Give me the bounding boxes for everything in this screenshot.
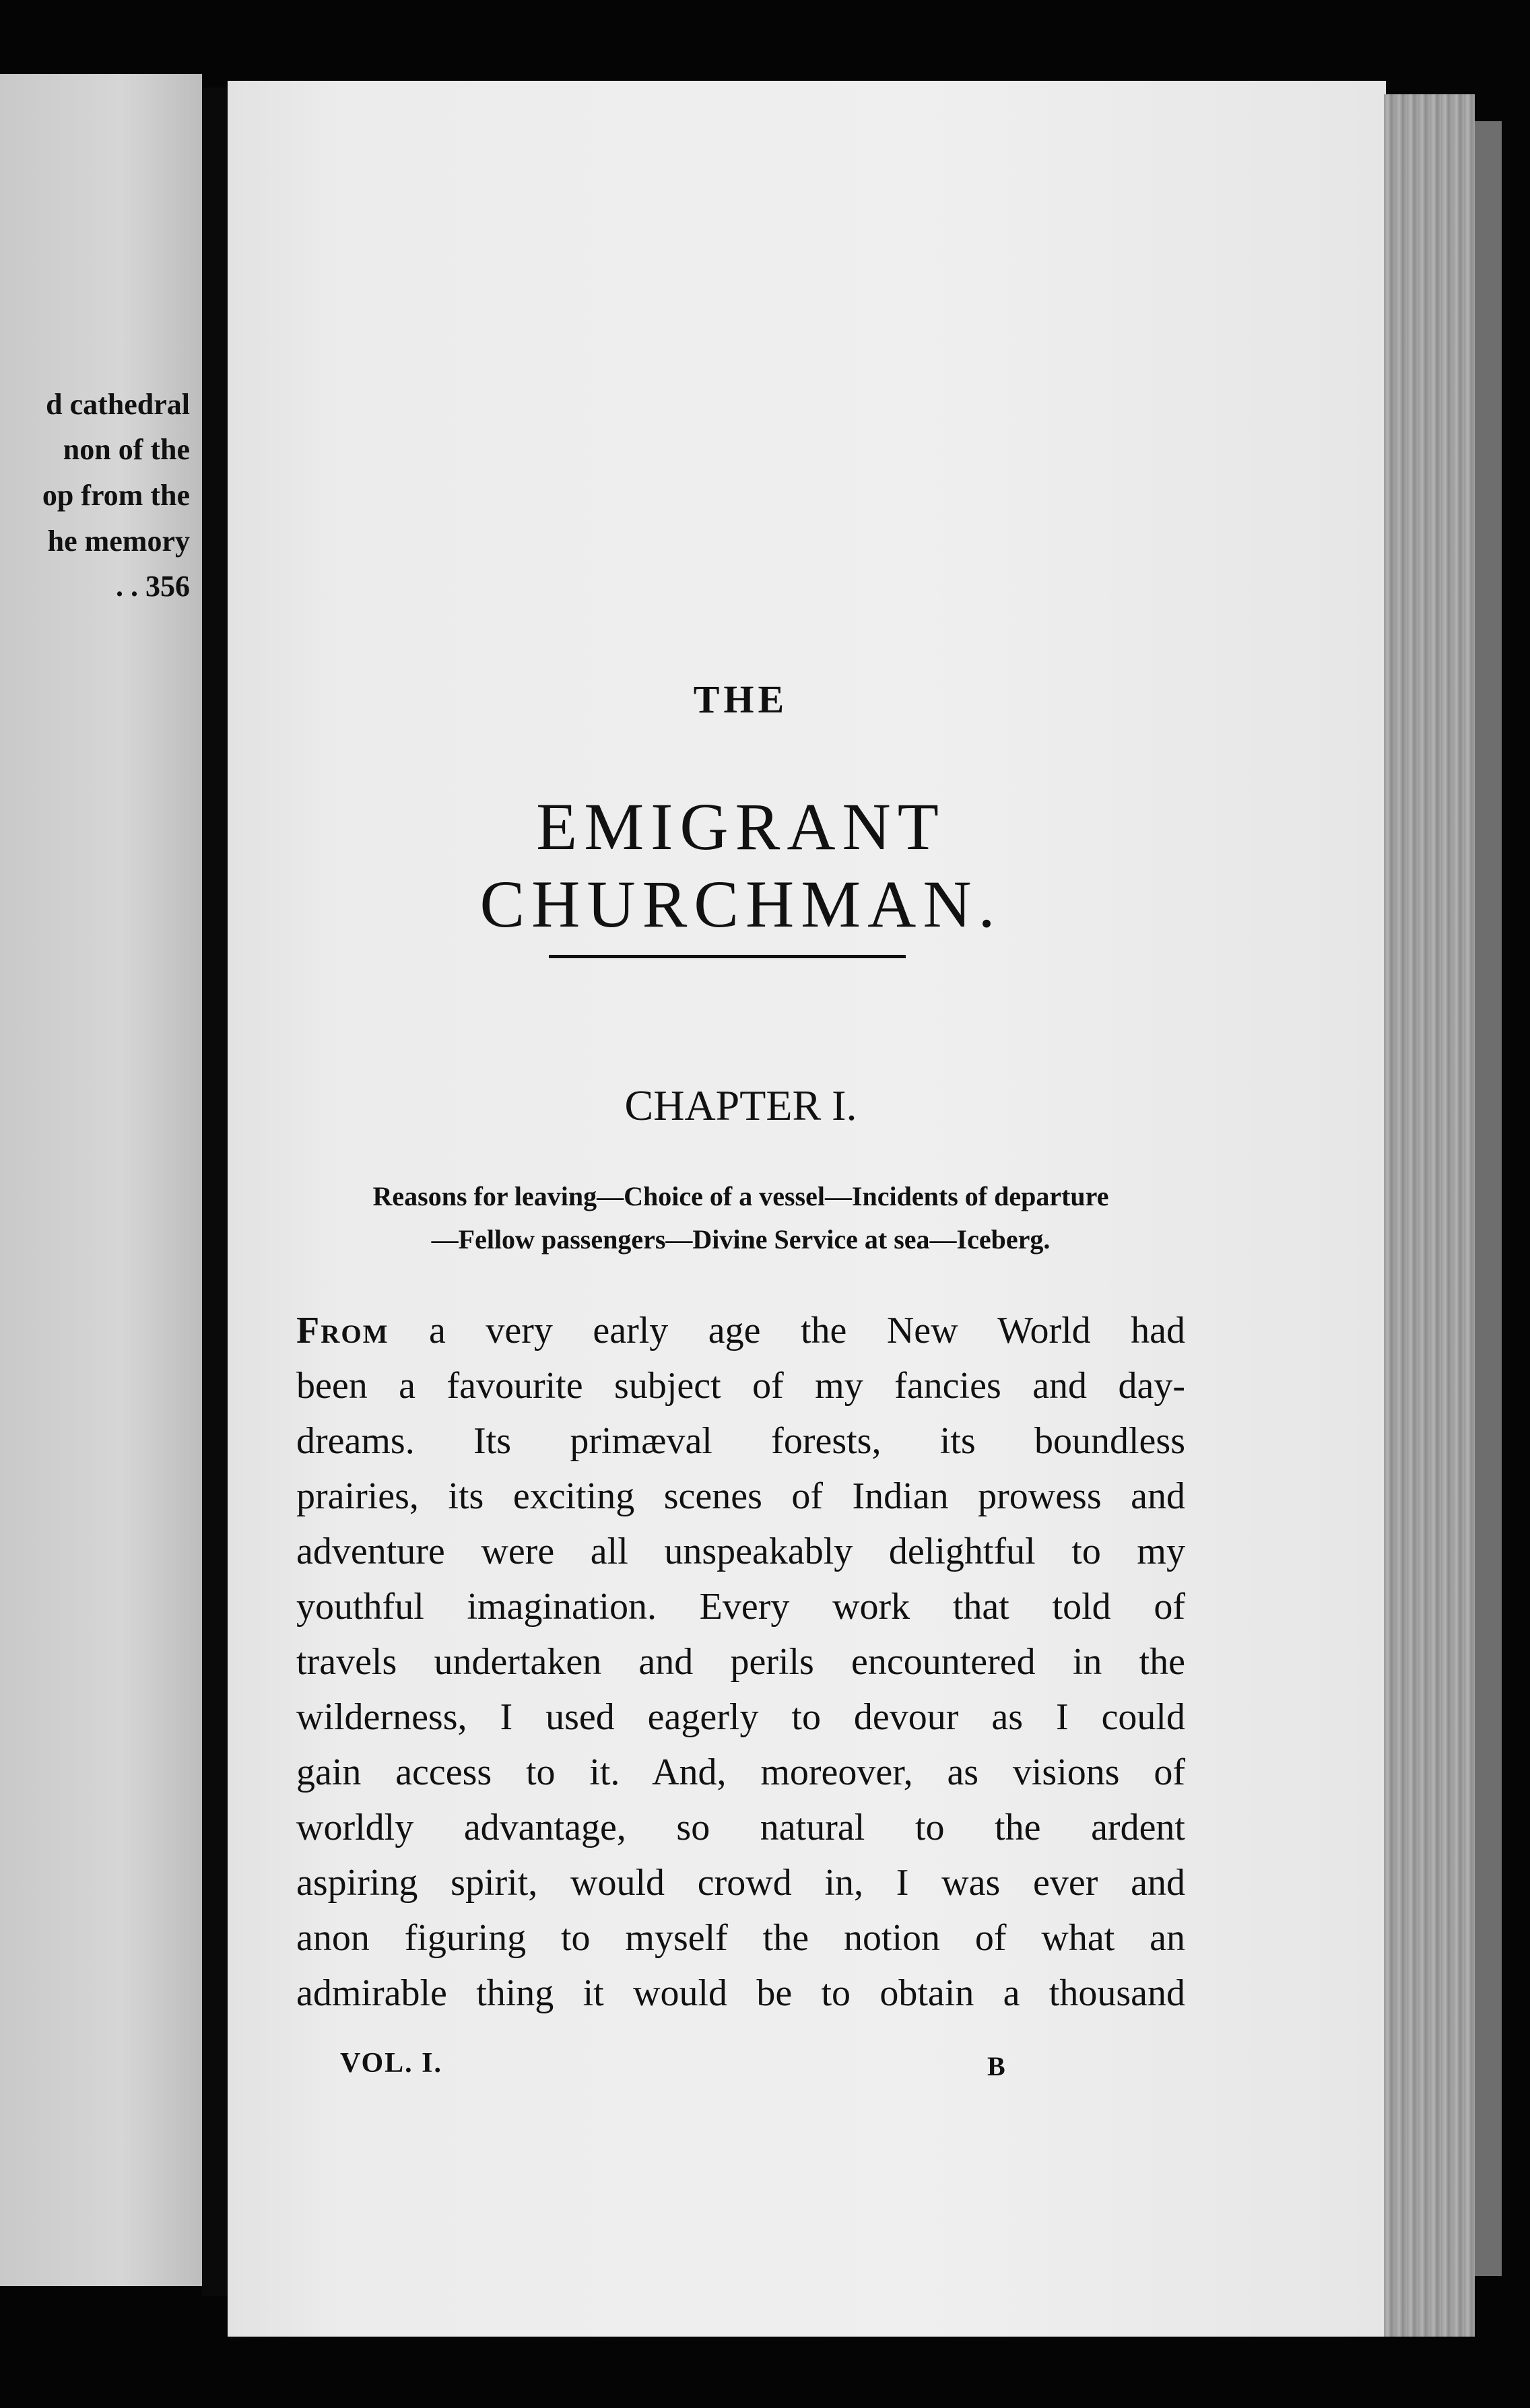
body-line: prairies, its exciting scenes of Indian prowess and: [296, 1475, 1185, 1517]
body-line: anon figuring to myself the notion of what an: [296, 1917, 1185, 1959]
body-line: dreams. Its primæval forests, its boundless: [296, 1420, 1185, 1462]
facing-page-line: d cathedral: [46, 388, 190, 421]
body-line: admirable thing it would be to obtain a thousand: [296, 1972, 1185, 2014]
facing-page-line: he memory: [47, 525, 190, 558]
facing-page: [0, 74, 202, 2286]
body-text: [296, 1303, 1185, 2021]
facing-page-line: op from the: [42, 479, 190, 512]
title-article: THE: [693, 677, 789, 721]
body-line: youthful imagination. Every work that told of: [296, 1586, 1185, 1628]
body-line: gain access to it. And, moreover, as visions of: [296, 1751, 1185, 1793]
body-line: been a favourite subject of my fancies and day-: [296, 1365, 1185, 1407]
page-edges: [1384, 94, 1475, 2337]
body-line: worldly advantage, so natural to the ardent: [296, 1807, 1185, 1848]
book-title: EMIGRANT CHURCHMAN.: [479, 789, 1002, 941]
chapter-summary-line: Reasons for leaving—Choice of a vessel—Incidents of departure: [372, 1181, 1109, 1211]
body-line-rest: a very early age the New World had: [389, 1310, 1185, 1351]
body-line: wilderness, I used eagerly to devour as I could: [296, 1696, 1185, 1738]
book-cover-edge: [1475, 121, 1502, 2276]
body-line: aspiring spirit, would crowd in, I was ever and: [296, 1862, 1185, 1904]
volume-label: VOL. I.: [340, 2048, 443, 2079]
drop-word: From: [296, 1310, 389, 1351]
chapter-heading: CHAPTER I.: [624, 1081, 857, 1129]
title-rule: [549, 955, 906, 958]
signature-mark: B: [987, 2051, 1005, 2081]
body-line: adventure were all unspeakably delightful to my: [296, 1531, 1185, 1572]
body-line: travels undertaken and perils encountered in the: [296, 1641, 1185, 1683]
body-line: [296, 1303, 1185, 1358]
chapter-summary: [296, 1175, 1185, 1261]
facing-page-line: non of the: [63, 433, 190, 466]
facing-page-line: . . 356: [116, 570, 190, 603]
chapter-summary-line: —Fellow passengers—Divine Service at sea—Iceberg.: [431, 1224, 1051, 1255]
